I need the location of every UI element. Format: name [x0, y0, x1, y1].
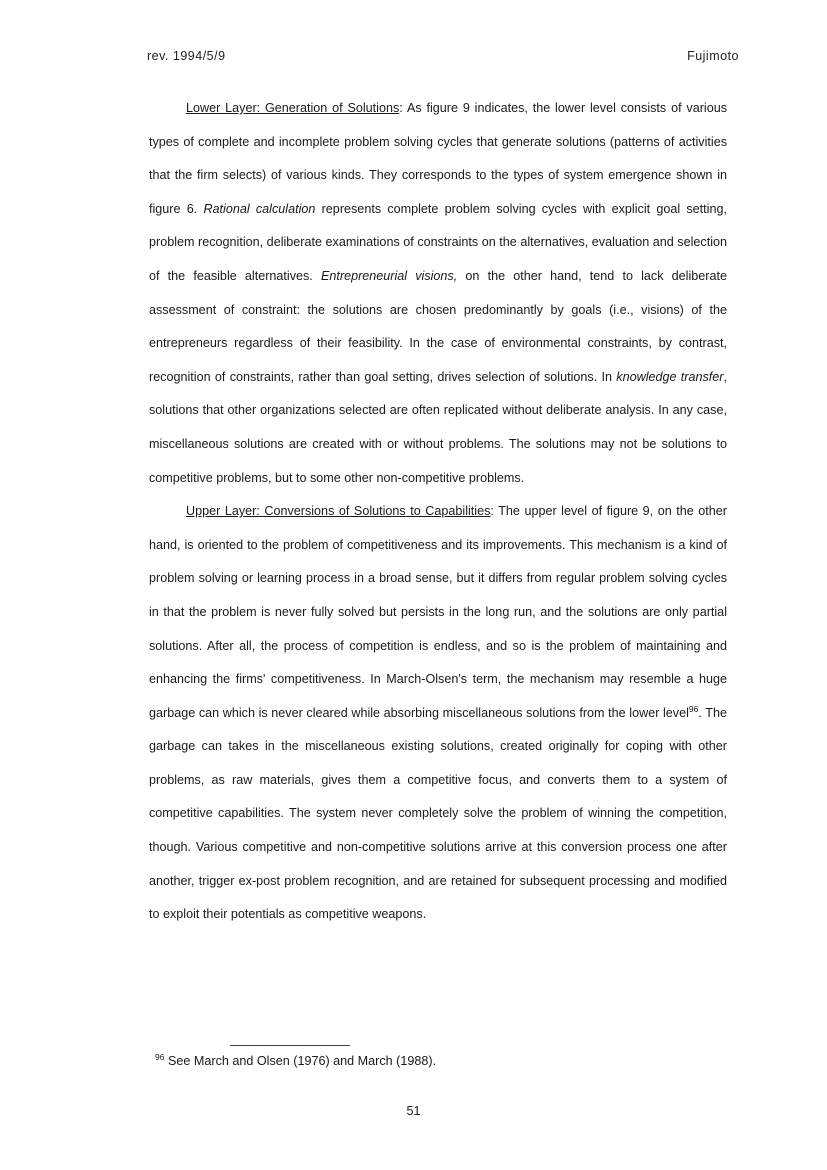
running-header-author: Fujimoto — [687, 49, 739, 63]
emphasis-rational-calculation: Rational calculation — [203, 201, 316, 216]
body-text — [149, 92, 727, 932]
text-run: . The garbage can takes in the miscellaneous existing solutions, created originally for coping with other problems, as raw materials, gives them a competitive focus, and converts them to a system of competitive capabilities. The system never completely solve the problem of winning the competition, though. Various competitive and non-competitive solutions arrive at this conversion process one after another, trigger ex-post problem recognition, and are retained for subsequent processing and modified to exploit their potentials as competitive weapons. — [149, 705, 727, 922]
running-header-date: rev. 1994/5/9 — [147, 49, 226, 63]
footnote-text: See March and Olsen (1976) and March (1988). — [164, 1054, 437, 1068]
page-number: 51 — [406, 1104, 421, 1118]
emphasis-knowledge-transfer: knowledge transfer — [616, 369, 724, 384]
paragraph-upper-layer — [149, 495, 727, 932]
emphasis-entrepreneurial-visions: Entrepreneurial visions, — [320, 268, 458, 283]
section-heading-upper-layer: Upper Layer: Conversions of Solutions to Capabilities — [186, 504, 491, 519]
text-run: , solutions that other organizations selected are often replicated without deliberate analysis. In any case, miscellaneous solutions are created with or without problems. The solutions may not be solutions to competitive problems, but to some other non-competitive problems. — [149, 369, 727, 485]
paragraph-lower-layer — [149, 92, 727, 495]
footnote-number: 96 — [155, 1052, 165, 1062]
footnote-divider — [230, 1045, 350, 1046]
footnote — [155, 1054, 436, 1068]
text-run: on the other hand, tend to lack deliberate assessment of constraint: the solutions are chosen predominantly by goals (i.e., visions) of the entrepreneurs regardless of their feasibility. In the case of environmental constraints, by contrast, recognition of constraints, rather than goal setting, drives selection of solutions. In — [149, 268, 727, 384]
text-run: : The upper level of figure 9, on the other hand, is oriented to the problem of competitiveness and its improvements. This mechanism is a kind of problem solving or learning process in a broad sense, but it differs from regular problem solving cycles in that the problem is never fully solved but persists in the long run, and the solutions are only partial solutions. After all, the process of competition is endless, and so is the problem of maintaining and enhancing the firms' competitiveness. In March-Olsen's term, the mechanism may resemble a huge garbage can which is never cleared while absorbing miscellaneous solutions from the lower level — [149, 504, 727, 720]
text-run: represents complete problem solving cycles with explicit goal setting, problem recognition, deliberate examinations of constraints on the alternatives, evaluation and selection of the feasible alternatives. — [149, 201, 727, 283]
section-heading-lower-layer: Lower Layer: Generation of Solutions — [186, 101, 400, 115]
footnote-reference: 96 — [688, 703, 699, 714]
text-run: : As figure 9 indicates, the lower level consists of various types of complete and incomplete problem solving cycles that generate solutions (patterns of activities that the firm selects) of various kinds. They corresponds to the types of system emergence shown in figure 6. — [149, 101, 728, 216]
